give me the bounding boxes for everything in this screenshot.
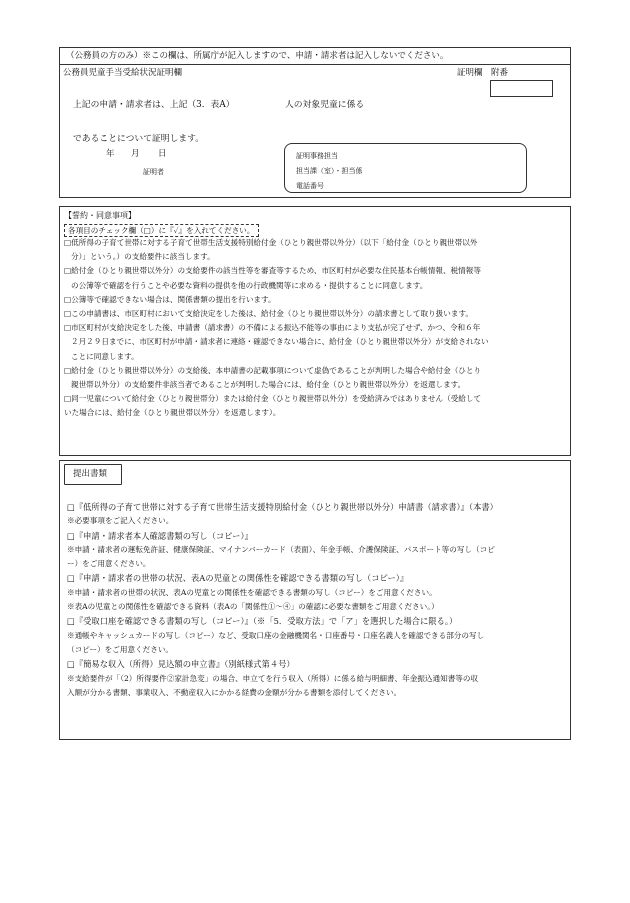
cert-line1-a: 上記の申請・請求者は、上記（3．表A） (73, 100, 235, 110)
document-item[interactable]: □『低所得の子育て世帯に対する子育て世帯生活支援特別給付金（ひとり親世帯以外分）申請書（請求書）』（本書） (67, 502, 498, 512)
official-certification-box (59, 47, 571, 198)
pledge-heading: 【誓約・同意事項】 (64, 211, 136, 220)
cert-line1-b: 人の対象児童に係る (285, 100, 365, 110)
pledge-line: ２月２９日までに、市区町村が申請・請求者に連絡・確認できない場合に、給付金（ひとり親世帯以外分）が支給されない (71, 337, 489, 347)
pledge-line[interactable]: □低所得の子育て世帯に対する子育て世帯生活支援特別給付金（ひとり親世帯以外分）（以下「給付金（ひとり親世帯以外 (64, 238, 478, 247)
certifier-label: 証明者 (143, 168, 164, 176)
cert-line2: であることについて証明します。 (73, 134, 205, 144)
cert-number-label: 証明欄 附番 (457, 68, 509, 78)
document-note: ※支給要件が「（2）所得要件②家計急変」の場合、申立てを行う収入（所得）に係る給与明細書、年金振込通知書等の収 (67, 673, 479, 683)
official-note-divider (60, 64, 570, 65)
document-note: 入額が分かる書類、事業収入、不動産収入にかかる経費の金額が分かる書類を添付してください。 (67, 687, 402, 697)
office-label: 証明事務担当 (296, 152, 338, 160)
pledge-line: 親世帯以外分）の支給要件非該当者であることが判明した場合には、給付金（ひとり親世帯以外分）を返還します。 (71, 380, 466, 390)
document-item[interactable]: □『申請・請求者本人確認書類の写し（コピー）』 (67, 530, 253, 541)
document-items (67, 500, 569, 700)
documents-title: 提出書類 (73, 469, 108, 479)
pledge-line[interactable]: □同一児童について給付金（ひとり親世帯分）または給付金（ひとり親世帯以外分）を受給済みではありません（受給して (64, 394, 482, 404)
document-note: （コピー）をご用意ください。 (67, 644, 174, 654)
document-note: ※申請・請求者の運転免許証、健康保険証、マイナンバーカード（表面）、年金手帳、介護保険証、パスポート等の写し（コピ (67, 544, 495, 554)
pledge-box (59, 206, 571, 456)
document-item[interactable]: □『簡易な収入（所得）見込額の申立書』（別紙様式第４号） (67, 659, 295, 670)
official-title: 公務員児童手当受給状況証明欄 (63, 68, 183, 78)
document-item[interactable]: □『申請・請求者の世帯の状況、表Aの児童との関係性を確認できる書類の写し（コピー）』 (67, 573, 409, 584)
documents-title-box (64, 464, 122, 485)
date-month: 月 (131, 149, 140, 159)
date-year: 年 (106, 149, 115, 159)
cert-number-field[interactable] (490, 80, 553, 97)
date-day: 日 (158, 149, 167, 159)
pledge-items (64, 236, 569, 421)
pledge-line: 分）」という。）の支給要件に該当します。 (71, 252, 215, 262)
document-note: ※必要事項をご記入ください。 (67, 516, 174, 526)
pledge-line[interactable]: □公簿等で確認できない場合は、関係書類の提出を行います。 (64, 294, 276, 304)
phone-label: 電話番号 (296, 182, 324, 190)
document-note: ー）をご用意ください。 (67, 559, 151, 569)
official-note: （公務員の方のみ）※この欄は、所属庁が記入しますので、申請・請求者は記入しないでください。 (66, 51, 449, 61)
pledge-instruction-text: 各項目のチェック欄（□）に『✓』を入れてください。 (64, 224, 259, 237)
section-label: 担当課（室）・担当係 (296, 167, 363, 175)
pledge-line[interactable]: □市区町村が支給決定をした後、申請書（請求書）の不備による振込不能等の事由により支払が完了せず、かつ、令和６年 (64, 323, 481, 333)
pledge-line: いた場合には、給付金（ひとり親世帯以外分）を返還します）。 (64, 408, 281, 418)
document-note: ※通帳やキャッシュカードの写し（コピー）など、受取口座の金融機関名・口座番号・口座名義人を確認できる部分の写し (67, 630, 485, 640)
pledge-line[interactable]: □この申請書は、市区町村において支給決定をした後は、給付金（ひとり親世帯以外分）の請求書として取り扱います。 (64, 309, 474, 319)
document-note: ※申請・請求者の世帯の状況、表Aの児童との関係性を確認できる書類の写し（コピー）をご用意ください。 (67, 587, 437, 597)
pledge-line: の公簿等で確認を行うことや必要な資料の提供を他の行政機関等に求める・提供することに同意します。 (71, 280, 428, 290)
pledge-line: ことに同意します。 (71, 351, 139, 361)
pledge-line[interactable]: □給付金（ひとり親世帯以外分）の支給後、本申請書の記載事項について虚偽であることが判明した場合や給付金（ひとり (64, 365, 482, 375)
document-note: ※表Aの児童との関係性を確認できる資料（表Aの「関係性①〜④」の確認に必要な書類をご用意ください。） (67, 602, 439, 612)
document-item[interactable]: □『受取口座を確認できる書類の写し（コピー）』（※「5．受取方法」で「ア」を選択した場合に限る。） (67, 616, 458, 627)
pledge-line[interactable]: □給付金（ひとり親世帯以外分）の支給要件の該当性等を審査等するため、市区町村が必要な住民基本台帳情報、税情報等 (64, 266, 481, 276)
